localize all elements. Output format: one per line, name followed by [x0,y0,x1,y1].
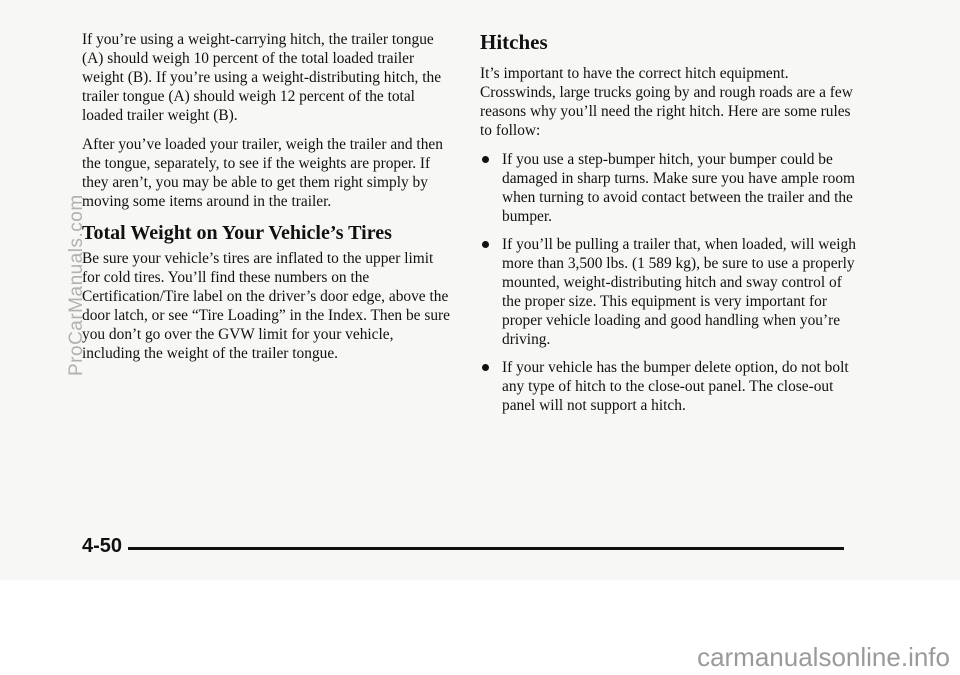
bottom-watermark: carmanualsonline.info [697,642,950,672]
right-column [480,30,858,424]
list-item [480,150,858,226]
bullet-icon [482,241,489,248]
weigh-trailer-paragraph: After you’ve loaded your trailer, weigh the trailer and then the tongue, separately, to see if the weights are proper. If they aren’t, you may be able to get them right simply by moving some items around in the trailer. [82,136,443,210]
hitches-intro-paragraph: It’s important to have the correct hitch equipment. Crosswinds, large trucks going by and rough roads are a few reasons why you’ll need the right hitch. Here are some rules to follow: [480,65,853,139]
list-item [480,235,858,349]
page-number: 4-50 [82,535,123,557]
list-item-text: If you’ll be pulling a trailer that, when loaded, will weigh more than 3,500 lbs. (1 589 kg), be sure to use a properly mounted, weight-distributing hitch and sway control of the proper size. This equipment is very important for proper vehicle loading and good handling when you’re driving. [502,236,856,348]
list-item-text: If you use a step-bumper hitch, your bumper could be damaged in sharp turns. Make sure you have ample room when turning to avoid contact between the trailer and the bumper. [502,151,856,225]
tires-weight-heading: Total Weight on Your Vehicle’s Tires [82,222,392,244]
hitches-heading: Hitches [480,30,548,54]
bullet-icon [482,364,489,371]
side-watermark: ProCarManuals.com [66,194,87,376]
tire-inflation-paragraph: Be sure your vehicle’s tires are inflated to the upper limit for cold tires. You’ll find these numbers on the Certification/Tire label on the driver’s door edge, above the door latch, or see “Tire Loading” in the Index. Then be sure you don’t go over the GVW limit for your vehicle, including the weight of the trailer tongue. [82,250,450,362]
footer-divider [128,547,844,550]
left-column [82,30,454,373]
bullet-icon [482,156,489,163]
list-item-text: If your vehicle has the bumper delete option, do not bolt any type of hitch to the close-out panel. The close-out panel will not support a hitch. [502,359,849,414]
tongue-weight-paragraph: If you’re using a weight-carrying hitch, the trailer tongue (A) should weigh 10 percent of the total loaded trailer weight (B). If you’re using a weight-distributing hitch, the trailer tongue (A) should weigh 12 percent of the total loaded trailer weight (B). [82,31,442,124]
list-item [480,358,858,415]
hitch-rules-list [480,150,858,415]
